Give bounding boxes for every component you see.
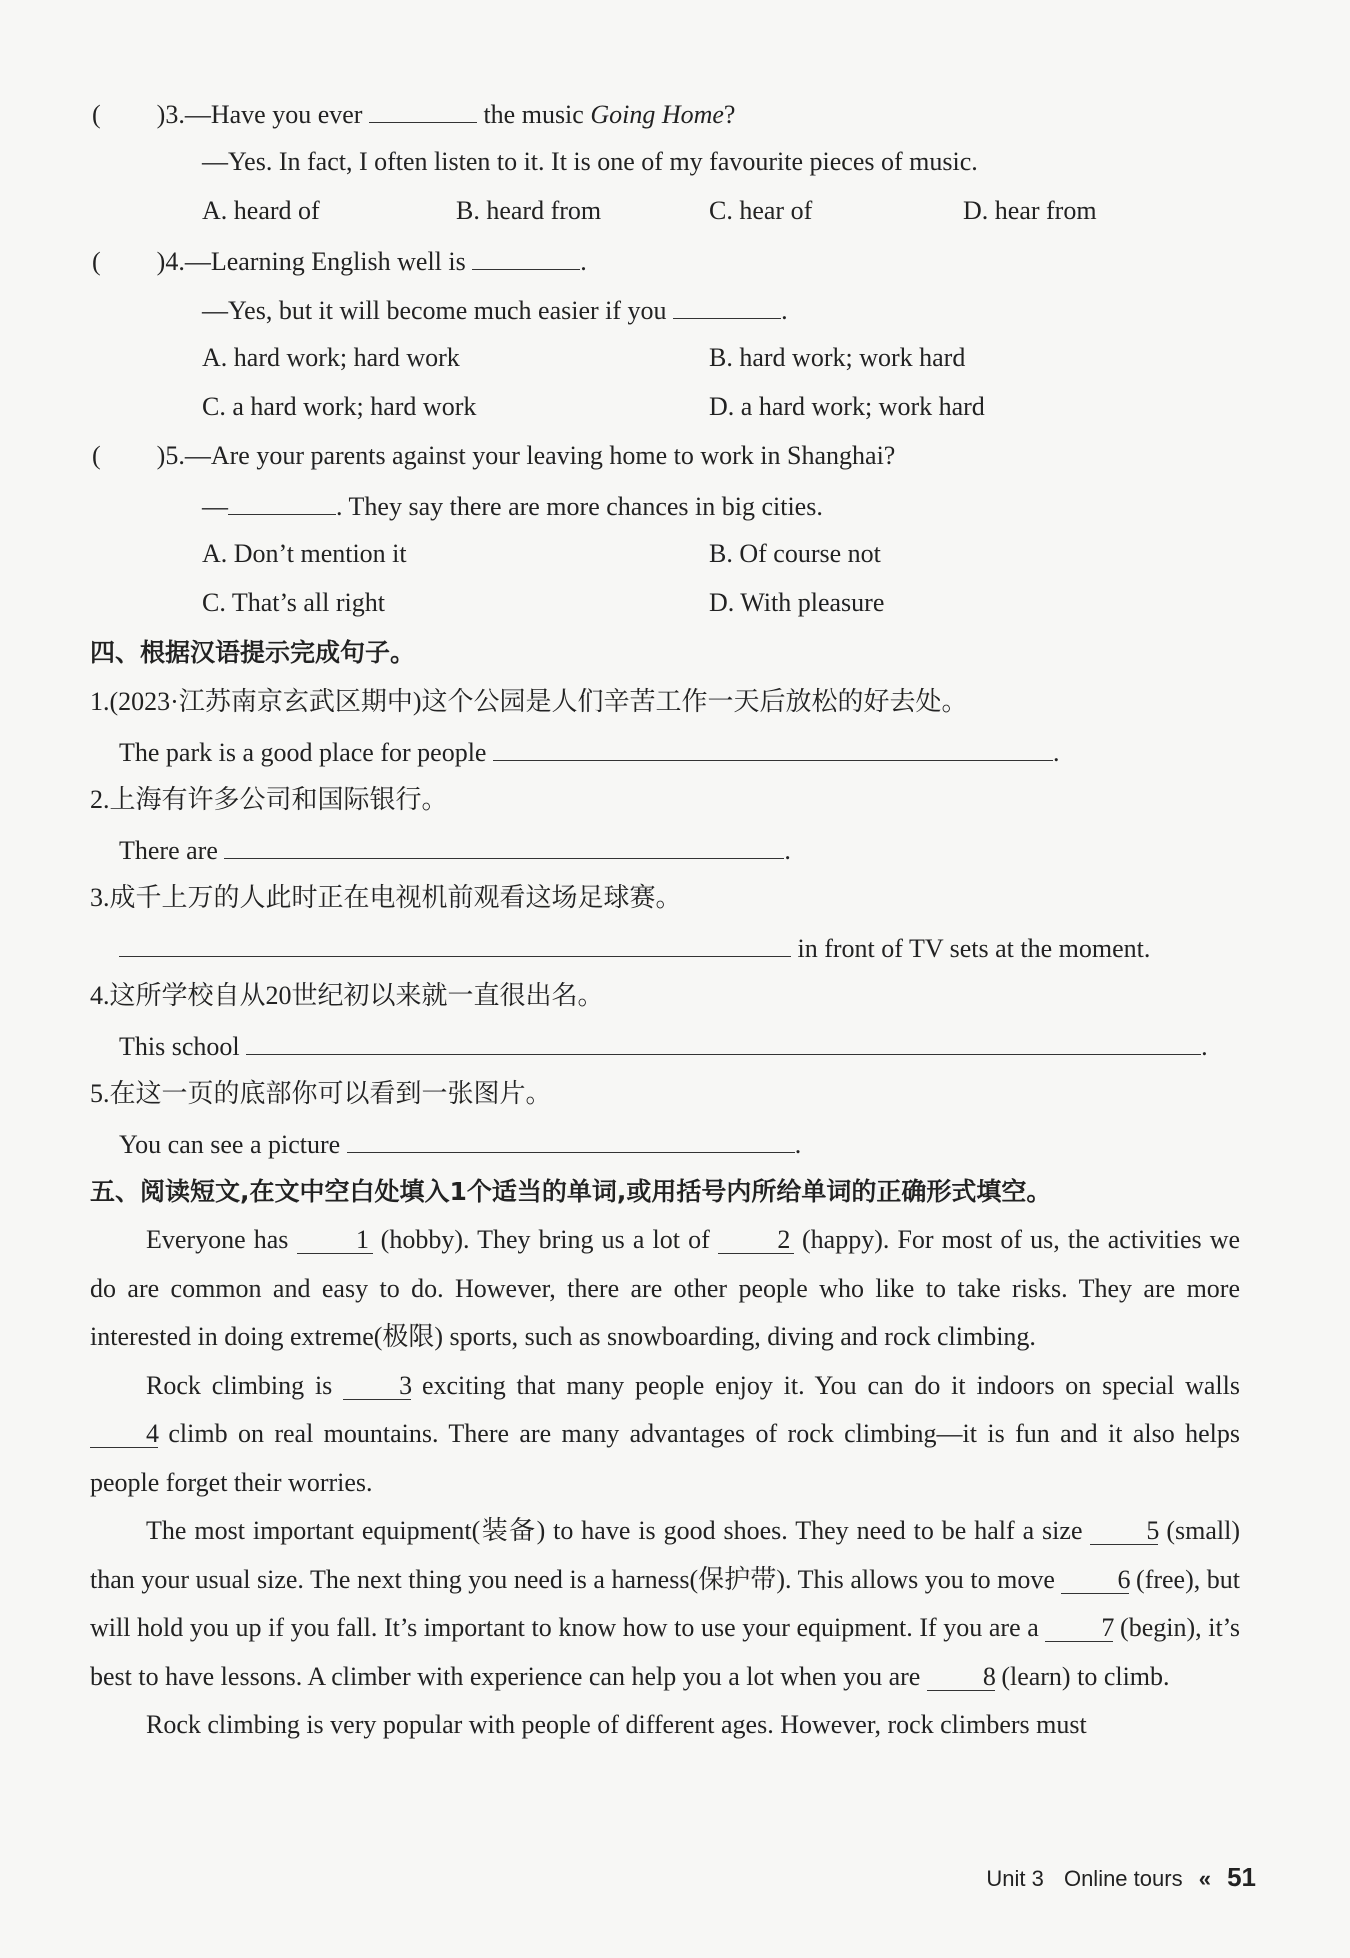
p1-text-2: (hobby). They bring us a lot of [380, 1225, 710, 1254]
s4-item5-period: . [794, 1130, 802, 1159]
s4-item2-prompt: There are [119, 836, 218, 865]
q5-option-b: B. Of course not [709, 539, 881, 568]
s4-item4-english [119, 1028, 1208, 1064]
answer-paren-open: ( [92, 100, 101, 129]
s4-item3-chinese: 3.成千上万的人此时正在电视机前观看这场足球赛。 [90, 883, 682, 912]
q5-stem [92, 439, 895, 473]
q3-reply: —Yes. In fact, I often listen to it. It is one of my favourite pieces of music. [202, 147, 978, 176]
q4-option-c: C. a hard work; hard work [202, 392, 477, 421]
s4-item3-english [119, 930, 1150, 966]
q4-blank-2[interactable] [673, 292, 781, 319]
blank-6[interactable]: 6 [1061, 1567, 1129, 1594]
s4-item5-answer-line[interactable] [347, 1126, 795, 1153]
question-number: )4. [156, 247, 185, 276]
blank-7[interactable]: 7 [1045, 1615, 1113, 1642]
s4-item1-period: . [1052, 738, 1060, 767]
s4-item2-period: . [784, 836, 791, 865]
p1-text-1: Everyone has [146, 1225, 289, 1254]
q3-stem-c: ? [723, 100, 736, 129]
s4-item1-prompt: The park is a good place for people [119, 738, 487, 767]
p1-text-3: (happy). For most of us, the activities we do are common and easy to do. However, there are other people who like to take risks. They are more interested in doing extreme(极限) sports, such as snowboarding, diving and rock climbing. [90, 1225, 1241, 1351]
passage-paragraph-2 [90, 1362, 1240, 1508]
p3-text-5: (learn) to climb. [1001, 1661, 1170, 1691]
p2-text-2: exciting that many people enjoy it. You can do it indoors on special walls [421, 1370, 1240, 1400]
s4-item4-answer-line[interactable] [246, 1028, 1201, 1055]
s4-item3-answer-line[interactable] [119, 930, 791, 957]
q4-option-b: B. hard work; work hard [709, 343, 966, 372]
s4-item2-english [119, 832, 791, 868]
blank-3[interactable]: 3 [343, 1373, 411, 1400]
q3-option-c: C. hear of [709, 196, 813, 225]
p3-text-1: The most important equipment(装备) to have is good shoes. They need to be half a size [146, 1516, 1083, 1545]
section4-heading: 四、根据汉语提示完成句子。 [90, 638, 416, 667]
s4-item4-period: . [1201, 1032, 1208, 1061]
q3-stem [92, 96, 735, 132]
question-number: )5. [156, 441, 185, 470]
q4-stem [92, 243, 587, 279]
s4-item4-prompt: This school [119, 1032, 240, 1061]
s4-item5-prompt: You can see a picture [119, 1130, 341, 1159]
s4-item3-prompt: in front of TV sets at the moment. [797, 934, 1151, 963]
section5-heading: 五、阅读短文,在文中空白处填入1个适当的单词,或用括号内所给单词的正确形式填空。 [90, 1177, 1052, 1206]
s4-item5-english [119, 1126, 801, 1162]
blank-2[interactable]: 2 [718, 1227, 794, 1254]
q5-reply-dash: — [202, 492, 228, 521]
s4-item5-chinese: 5.在这一页的底部你可以看到一张图片。 [90, 1079, 552, 1108]
s4-item2-answer-line[interactable] [224, 832, 784, 859]
q5-reply [202, 488, 823, 524]
passage-paragraph-1 [90, 1216, 1240, 1362]
q5-reply-rest: . They say there are more chances in big cities. [336, 492, 823, 521]
p4-text-1: Rock climbing is very popular with people of different ages. However, rock climbers must [146, 1710, 1087, 1739]
q3-option-b: B. heard from [456, 196, 602, 225]
answer-paren-open: ( [92, 247, 101, 276]
p3-text-4: (begin), it’s best to have lessons. A climber with experience can help you a lot when you are [90, 1613, 1241, 1691]
q5-blank[interactable] [228, 488, 336, 515]
blank-5[interactable]: 5 [1090, 1518, 1158, 1545]
page-number: 51 [1227, 1862, 1256, 1892]
footer-title: Online tours [1063, 1866, 1183, 1891]
passage-paragraph-4 [90, 1701, 1240, 1750]
s4-item1-english [119, 734, 1059, 770]
q3-song-title: Going Home [590, 100, 724, 129]
q3-stem-b: the music [483, 100, 584, 129]
q4-reply [202, 292, 788, 328]
p3-text-2: (small) than your usual size. The next thing you need is a harness(保护带). This allows you to move [90, 1516, 1241, 1594]
q5-option-c: C. That’s all right [202, 588, 385, 617]
answer-paren-open: ( [92, 441, 101, 470]
blank-8[interactable]: 8 [927, 1664, 995, 1691]
page-footer [986, 1862, 1256, 1893]
p3-text-3: (free), but will hold you up if you fall. It’s important to know how to use your equipment. If you are a [90, 1564, 1241, 1642]
question-number: )3. [156, 100, 185, 129]
q5-option-a: A. Don’t mention it [202, 539, 407, 568]
blank-1[interactable]: 1 [297, 1227, 373, 1254]
q5-stem-text: —Are your parents against your leaving home to work in Shanghai? [184, 441, 896, 470]
q4-reply-a: —Yes, but it will become much easier if you [202, 296, 667, 325]
s4-item1-chinese: 1.(2023·江苏南京玄武区期中)这个公园是人们辛苦工作一天后放松的好去处。 [90, 687, 968, 716]
blank-4[interactable]: 4 [90, 1421, 158, 1448]
s4-item2-chinese: 2.上海有许多公司和国际银行。 [90, 785, 448, 814]
s4-item1-answer-line[interactable] [493, 734, 1053, 761]
q4-stem-end: . [580, 247, 587, 276]
p2-text-1: Rock climbing is [146, 1370, 333, 1400]
chevron-left-icon: « [1198, 1866, 1207, 1891]
s4-item4-chinese: 4.这所学校自从20世纪初以来就一直很出名。 [90, 981, 604, 1010]
q3-option-d: D. hear from [963, 196, 1097, 225]
q4-blank-1[interactable] [472, 243, 580, 270]
q3-option-a: A. heard of [202, 196, 320, 225]
q3-stem-a: —Have you ever [184, 100, 363, 129]
passage-paragraph-3 [90, 1507, 1240, 1701]
q4-option-d: D. a hard work; work hard [709, 392, 985, 421]
q5-option-d: D. With pleasure [709, 588, 885, 617]
reading-passage [90, 1216, 1240, 1750]
q3-blank[interactable] [369, 96, 477, 123]
footer-unit: Unit 3 [986, 1866, 1044, 1891]
q4-reply-end: . [781, 296, 788, 325]
q4-stem-a: —Learning English well is [184, 247, 466, 276]
q4-option-a: A. hard work; hard work [202, 343, 460, 372]
p2-text-3: climb on real mountains. There are many advantages of rock climbing—it is fun and it also helps people forget their worries. [90, 1419, 1240, 1497]
